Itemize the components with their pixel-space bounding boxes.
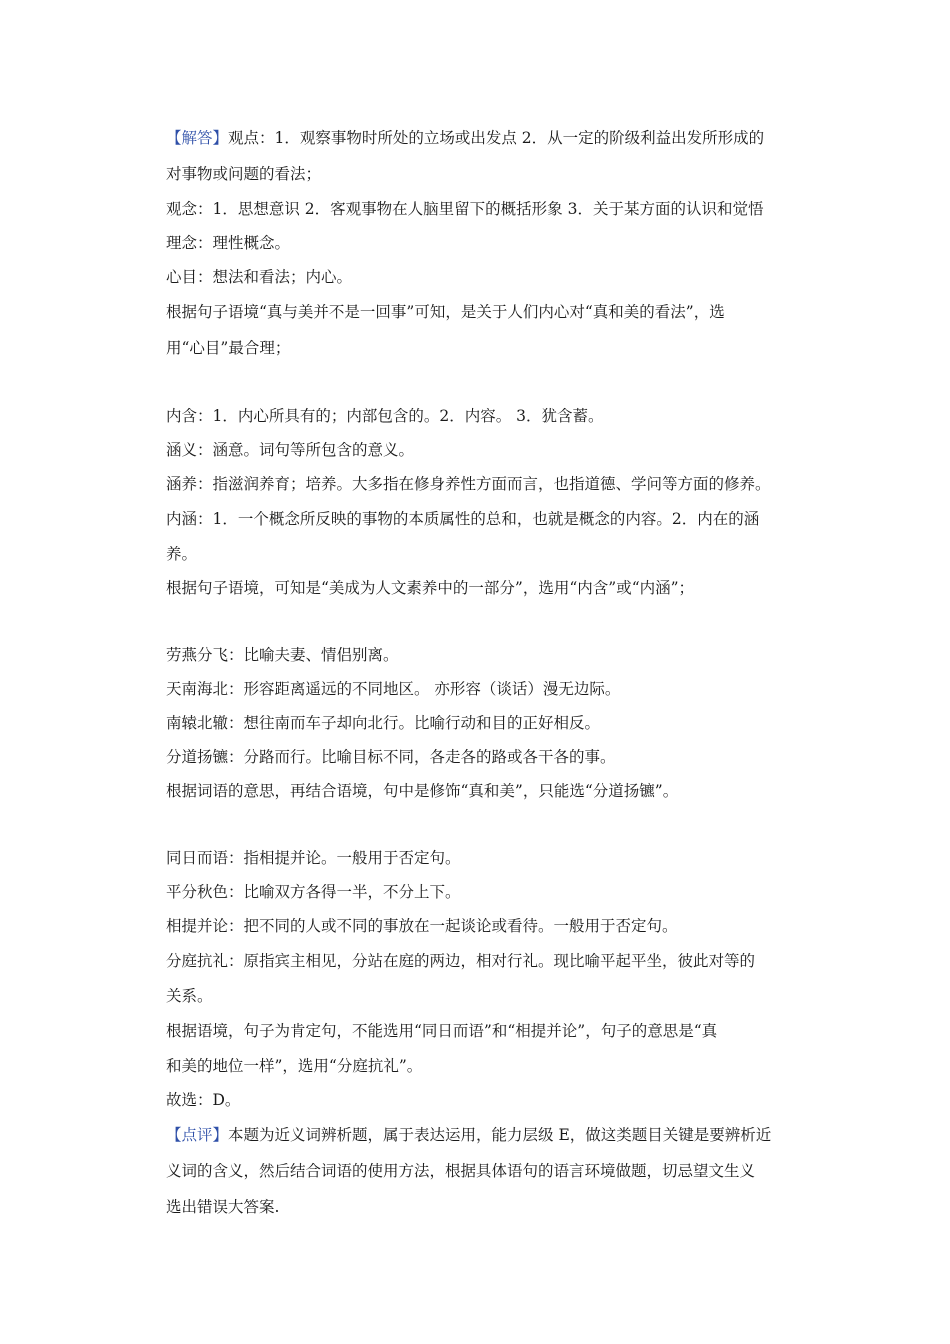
text-line: 心目：想法和看法；内心。 bbox=[166, 268, 353, 286]
text-line: 同日而语：指相提并论。一般用于否定句。 bbox=[166, 849, 461, 867]
answer-content bbox=[166, 120, 812, 1225]
text-line: 相提并论：把不同的人或不同的事放在一起谈论或看待。一般用于否定句。 bbox=[166, 917, 678, 935]
text-line: 养。 bbox=[166, 545, 198, 563]
answer-tag: 【解答】 bbox=[166, 129, 229, 147]
text-line: 内涵：1．一个概念所反映的事物的本质属性的总和，也就是概念的内容。2．内在的涵 bbox=[166, 510, 760, 528]
text-line: 【解答】观点：1．观察事物时所处的立场或出发点 2．从一定的阶级利益出发所形成的 bbox=[166, 129, 765, 147]
text-line: 内含：1．内心所具有的；内部包含的。2．内容。 3．犹含蓄。 bbox=[166, 407, 604, 425]
text-line: 根据语境，句子为肯定句，不能选用“同日而语”和“相提并论”，句子的意思是“真 bbox=[166, 1022, 718, 1040]
text-line: 义词的含义，然后结合词语的使用方法，根据具体语句的语言环境做题，切忌望文生义 bbox=[166, 1162, 756, 1180]
final-answer: 故选：D。 bbox=[166, 1091, 241, 1109]
text-line: 对事物或问题的看法； bbox=[166, 165, 322, 183]
text-line: 关系。 bbox=[166, 987, 213, 1005]
paragraph-gap bbox=[166, 808, 812, 841]
text-line: 根据词语的意思，再结合语境，句中是修饰“真和美”，只能选“分道扬镳”。 bbox=[166, 782, 679, 800]
text-line: 劳燕分飞：比喻夫妻、情侣别离。 bbox=[166, 646, 399, 664]
text-line: 涵养：指滋润养育；培养。大多指在修身养性方面而言，也指道德、学问等方面的修养。 bbox=[166, 475, 771, 493]
paragraph-gap bbox=[166, 605, 812, 638]
text-line: 天南海北：形容距离遥远的不同地区。 亦形容（谈话）漫无边际。 bbox=[166, 680, 621, 698]
text-line: 根据句子语境，可知是“美成为人文素养中的一部分”，选用“内含”或“内涵”； bbox=[166, 579, 695, 597]
text-line: 分道扬镳：分路而行。比喻目标不同，各走各的路或各干各的事。 bbox=[166, 748, 616, 766]
paragraph-gap bbox=[166, 366, 812, 399]
text-line: 平分秋色：比喻双方各得一半，不分上下。 bbox=[166, 883, 461, 901]
text-line: 观念：1．思想意识 2．客观事物在人脑里留下的概括形象 3．关于某方面的认识和觉悟 bbox=[166, 200, 764, 218]
text-line: 涵义：涵意。词句等所包含的意义。 bbox=[166, 441, 415, 459]
review-tag: 【点评】 bbox=[166, 1126, 229, 1144]
text-line: 用“心目”最合理； bbox=[166, 339, 291, 357]
text-line: 【点评】本题为近义词辨析题，属于表达运用，能力层级 E，做这类题目关键是要辨析近 bbox=[166, 1126, 772, 1144]
text-line: 分庭抗礼：原指宾主相见，分站在庭的两边，相对行礼。现比喻平起平坐，彼此对等的 bbox=[166, 952, 756, 970]
text-line: 理念：理性概念。 bbox=[166, 234, 291, 252]
text-line: 和美的地位一样”，选用“分庭抗礼”。 bbox=[166, 1057, 423, 1075]
text-line: 选出错误大答案. bbox=[166, 1198, 280, 1216]
text-line: 南辕北辙：想往南而车子却向北行。比喻行动和目的正好相反。 bbox=[166, 714, 601, 732]
text-line: 根据句子语境“真与美并不是一回事”可知，是关于人们内心对“真和美的看法”，选 bbox=[166, 303, 725, 321]
